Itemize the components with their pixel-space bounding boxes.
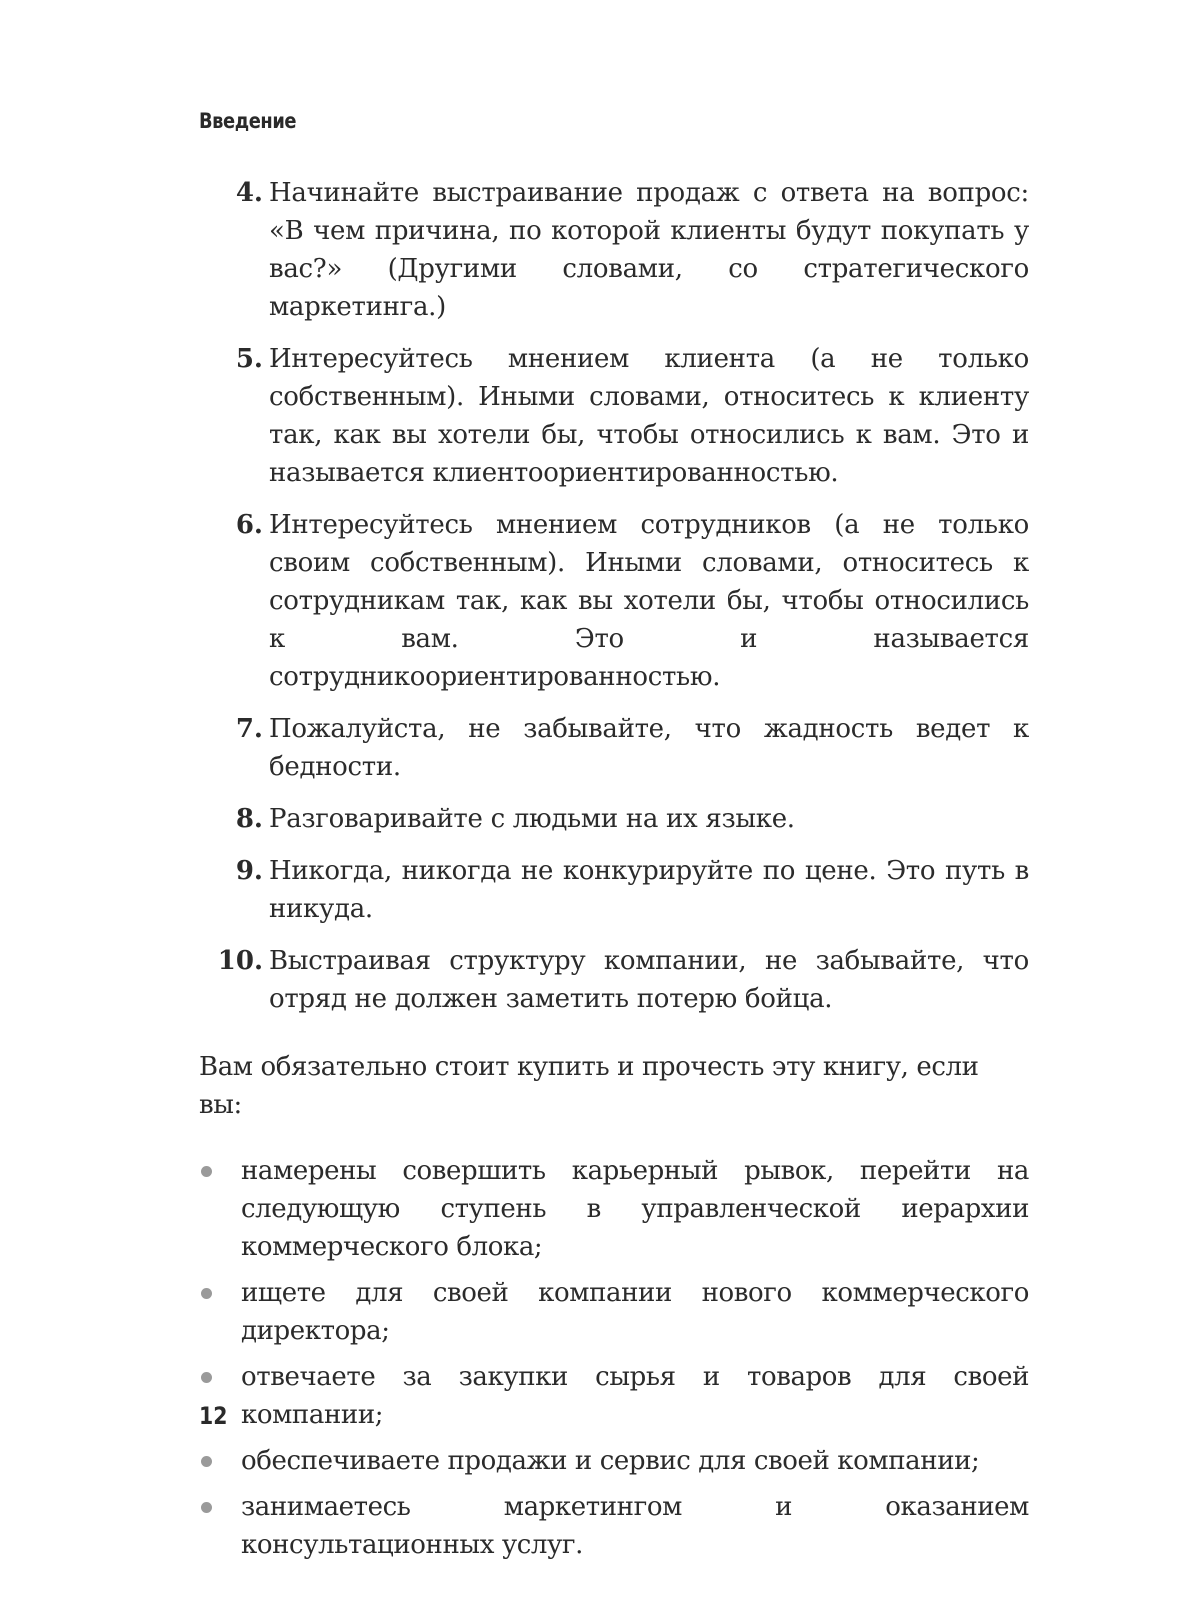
bullet-list <box>199 1152 1029 1564</box>
bullet-dot-icon <box>201 1456 212 1467</box>
bullet-text: отвечаете за закупки сырья и товаров для своей компании; <box>241 1362 1029 1430</box>
item-number: 10. <box>217 946 263 976</box>
intro-paragraph: Вам обязательно стоит купить и прочесть эту книгу, если вы: <box>199 1052 979 1120</box>
item-number: 5. <box>235 344 263 374</box>
bullet-dot-icon <box>201 1166 212 1177</box>
item-number: 9. <box>235 856 263 886</box>
list-item <box>199 852 1029 928</box>
bullet-dot-icon <box>201 1288 212 1299</box>
bullet-text: намерены совершить карьерный рывок, перейти на следующую ступень в управленческой иерархии коммерческого блока; <box>241 1156 1029 1262</box>
bullet-dot-icon <box>201 1372 212 1383</box>
item-text: Выстраивая структуру компании, не забывайте, что отряд не должен заметить потерю бойца. <box>269 946 1029 1014</box>
item-text: Пожалуйста, не забывайте, что жадность ведет к бедности. <box>269 714 1029 782</box>
bullet-item <box>199 1488 1029 1564</box>
running-head: Введение <box>199 109 297 133</box>
bullet-text: ищете для своей компании нового коммерческого директора; <box>241 1278 1029 1346</box>
bullet-item <box>199 1274 1029 1350</box>
item-text: Разговаривайте с людьми на их языке. <box>269 804 795 834</box>
item-number: 6. <box>235 510 263 540</box>
list-item <box>199 710 1029 786</box>
item-number: 4. <box>235 178 263 208</box>
list-item <box>199 340 1029 492</box>
bullet-text: занимаетесь маркетингом и оказанием консультационных услуг. <box>241 1492 1029 1560</box>
item-number: 7. <box>235 714 263 744</box>
list-item <box>199 506 1029 696</box>
list-item <box>199 942 1029 1018</box>
list-item <box>199 174 1029 326</box>
bullet-item <box>199 1358 1029 1434</box>
numbered-list <box>199 174 1029 1018</box>
bullet-dot-icon <box>201 1502 212 1513</box>
item-text: Интересуйтесь мнением клиента (а не только собственным). Иными словами, относитесь к клиенту так, как вы хотели бы, чтобы относились к вам. Это и называется клиентоориентированностью. <box>269 344 1029 488</box>
page-number: 12 <box>199 1402 228 1430</box>
page-content <box>199 174 1029 1572</box>
item-number: 8. <box>235 804 263 834</box>
item-text: Никогда, никогда не конкурируйте по цене. Это путь в никуда. <box>269 856 1029 924</box>
list-item <box>199 800 1029 838</box>
bullet-item <box>199 1152 1029 1266</box>
item-text: Интересуйтесь мнением сотрудников (а не только своим собственным). Иными словами, относитесь к сотрудникам так, как вы хотели бы, чтобы относились к вам. Это и называется сотрудникоориентированностью. <box>269 510 1029 692</box>
bullet-item <box>199 1442 1029 1480</box>
item-text: Начинайте выстраивание продаж с ответа на вопрос: «В чем причина, по которой клиенты будут покупать у вас?» (Другими словами, со стратегического маркетинга.) <box>269 178 1029 322</box>
bullet-text: обеспечиваете продажи и сервис для своей компании; <box>241 1446 980 1476</box>
